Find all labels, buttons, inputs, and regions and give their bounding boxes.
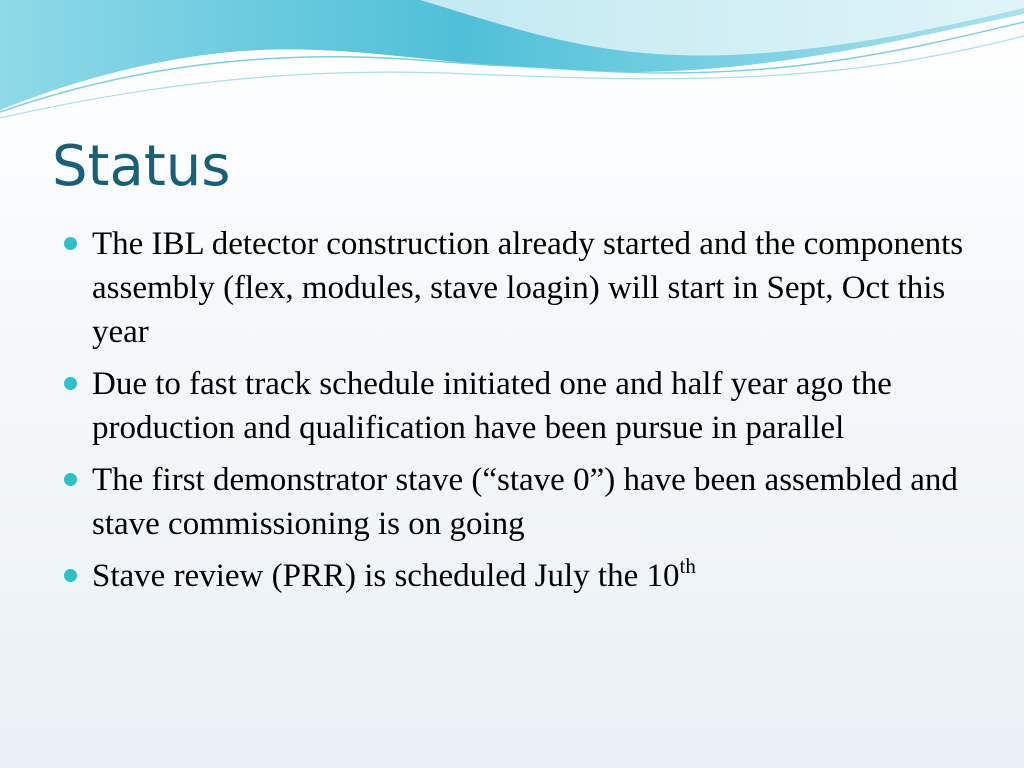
bullet-list bbox=[62, 222, 982, 606]
bullet-icon bbox=[64, 377, 77, 390]
bullet-item bbox=[62, 458, 982, 546]
slide-title: Status bbox=[52, 134, 231, 199]
bullet-icon bbox=[64, 569, 77, 582]
bullet-icon bbox=[64, 237, 77, 250]
bullet-superscript: th bbox=[679, 554, 696, 578]
bullet-text: Due to fast track schedule initiated one and half year ago the production and qualification have been pursue in parallel bbox=[92, 366, 892, 446]
decorative-wave-banner bbox=[0, 0, 1024, 130]
bullet-item bbox=[62, 362, 982, 450]
bullet-text: The IBL detector construction already started and the components assembly (flex, modules, stave loagin) will start in Sept, Oct this year bbox=[92, 226, 964, 350]
bullet-item bbox=[62, 222, 982, 354]
bullet-icon bbox=[64, 473, 77, 486]
bullet-item bbox=[62, 554, 982, 598]
bullet-text: Stave review (PRR) is scheduled July the 10 bbox=[92, 558, 680, 594]
bullet-text: The first demonstrator stave (“stave 0”) have been assembled and stave commissioning is on going bbox=[92, 462, 958, 542]
